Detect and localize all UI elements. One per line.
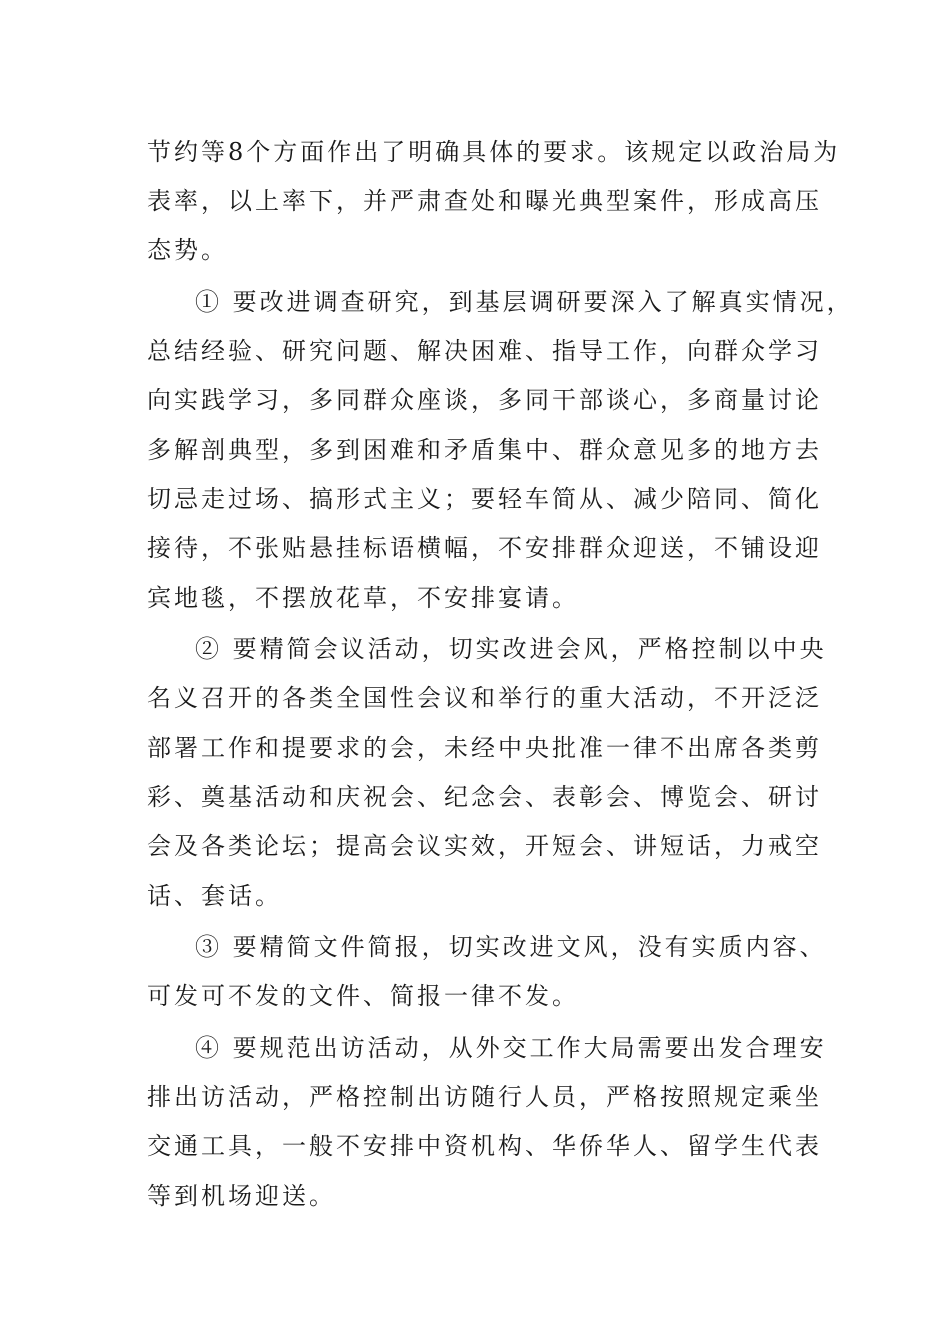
text-line: 表率，以上率下，并严肃查处和曝光典型案件，形成高压 [147,187,822,215]
paragraph-4-first-line: ④ 要规范出访活动，从外交工作大局需要出发合理安 [195,1034,827,1062]
text-line: 接待，不张贴悬挂标语横幅，不安排群众迎送，不铺设迎 [147,534,822,562]
paragraph-2-first-line: ② 要精简会议活动，切实改进会风，严格控制以中央 [195,635,827,663]
text-line: 交通工具，一般不安排中资机构、华侨华人、留学生代表 [147,1132,822,1160]
text-line: 彩、奠基活动和庆祝会、纪念会、表彰会、博览会、研讨 [147,783,822,811]
text-line: 节约等8个方面作出了明确具体的要求。该规定以政治局为 [147,138,841,166]
text-line: 排出访活动，严格控制出访随行人员，严格按照规定乘坐 [147,1083,822,1111]
text-line: 可发可不发的文件、简报一律不发。 [147,982,579,1010]
text-line: 总结经验、研究问题、解决困难、指导工作，向群众学习 [147,337,822,365]
text-line: 向实践学习，多同群众座谈，多同干部谈心，多商量讨论 [147,386,822,414]
text-line: 话、套话。 [147,882,282,910]
text-line: 名义召开的各类全国性会议和举行的重大活动，不开泛泛 [147,684,822,712]
text-line: 部署工作和提要求的会，未经中央批准一律不出席各类剪 [147,734,822,762]
paragraph-1-first-line: ① 要改进调查研究，到基层调研要深入了解真实情况， [195,288,854,316]
text-line: 会及各类论坛；提高会议实效，开短会、讲短话，力戒空 [147,832,822,860]
text-line: 多解剖典型，多到困难和矛盾集中、群众意见多的地方去 [147,436,822,464]
text-line: 切忌走过场、搞形式主义；要轻车简从、减少陪同、简化 [147,485,822,513]
text-line: 等到机场迎送。 [147,1182,336,1210]
paragraph-3-first-line: ③ 要精简文件简报，切实改进文风，没有实质内容、 [195,933,827,961]
text-line: 宾地毯，不摆放花草，不安排宴请。 [147,584,579,612]
text-line: 态势。 [147,236,228,264]
